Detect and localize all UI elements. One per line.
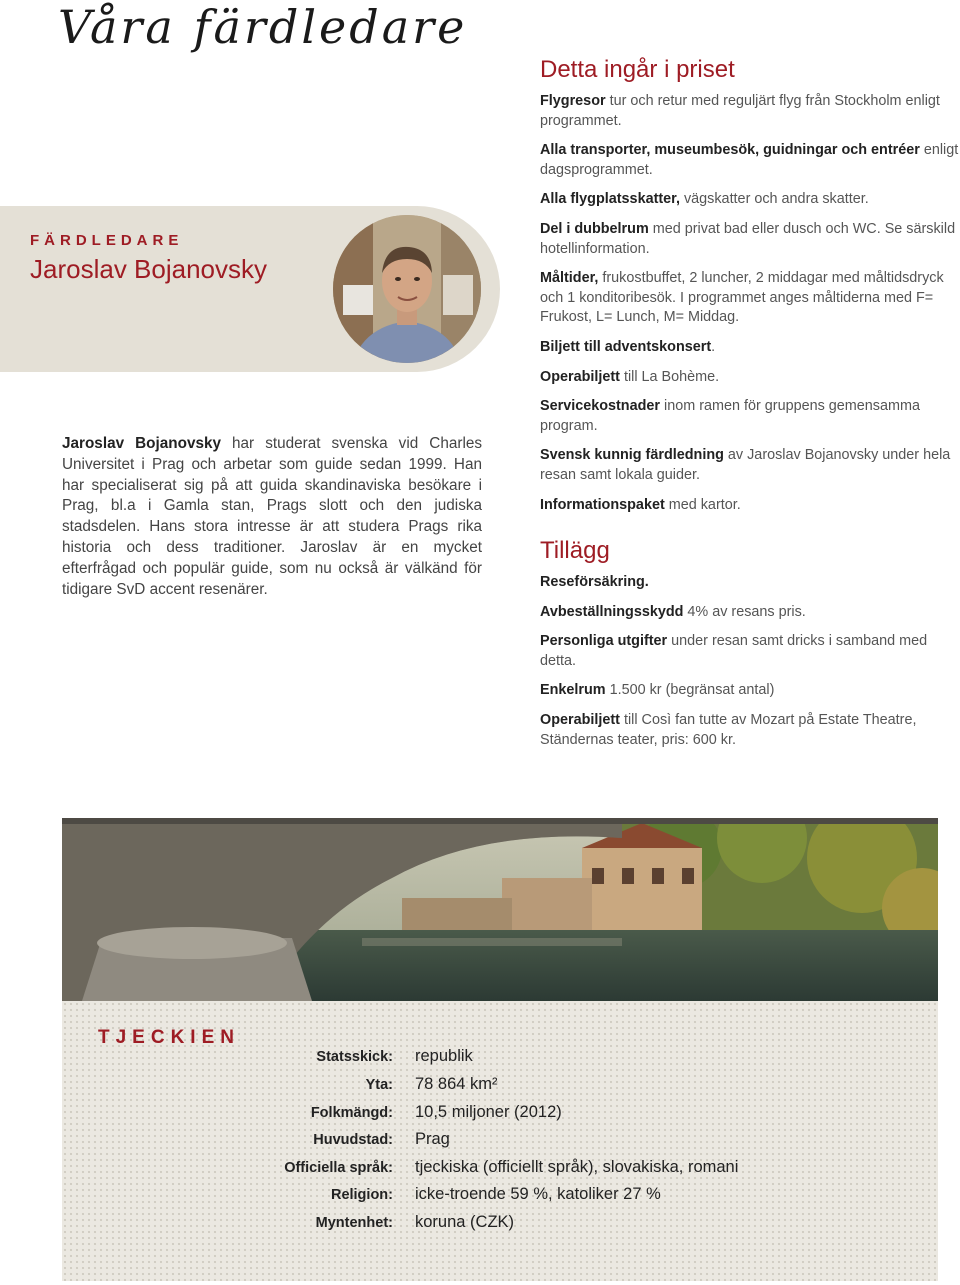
fact-label: Statsskick: — [316, 1049, 393, 1065]
item-text: till La Bohème. — [619, 368, 720, 385]
item-text: inom ramen för gruppens gemensamma program. — [540, 398, 920, 434]
fact-label: Folkmängd: — [310, 1105, 393, 1121]
fact-value: 10,5 miljoner (2012) — [415, 1103, 562, 1121]
fact-value: tjeckiska (officiellt språk), slovakiska, romani — [415, 1158, 739, 1176]
item-label: Servicekostnader — [540, 398, 660, 415]
item-label: Biljett till adventskonsert — [540, 338, 712, 355]
item-label: Avbeställningsskydd — [540, 603, 684, 620]
fact-value: republik — [415, 1047, 473, 1065]
guide-kicker: FÄRDLEDARE — [30, 232, 184, 249]
item-text: av Jaroslav Bojanovsky under hela resan samt lokala guider. — [540, 447, 951, 483]
guide-bio — [62, 434, 482, 600]
item-text: med kartor. — [664, 496, 741, 513]
item-text: enligt dagsprogrammet. — [540, 142, 959, 178]
fact-row-population — [62, 1105, 938, 1131]
item-text: med privat bad eller dusch och WC. Se särskild hotellinformation. — [540, 220, 956, 257]
item-text: till Così fan tutte av Mozart på Estate Theatre, Ständernas teater, pris: 600 kr. — [540, 712, 917, 748]
extras-item-insurance — [540, 573, 960, 593]
extras-heading: Tillägg — [540, 537, 610, 565]
item-text: tur och retur med reguljärt flyg från Stockholm enligt programmet. — [540, 93, 940, 129]
guide-portrait — [333, 215, 481, 363]
fact-label: Huvudstad: — [313, 1132, 393, 1148]
item-label: Del i dubbelrum — [540, 220, 649, 237]
fact-label: Yta: — [365, 1077, 393, 1093]
fact-row-government — [62, 1049, 938, 1075]
fact-value: icke-troende 59 %, katoliker 27 % — [415, 1185, 661, 1203]
extras-list — [540, 573, 960, 750]
fact-label: Officiella språk: — [284, 1160, 393, 1176]
fact-value: Prag — [415, 1130, 450, 1148]
included-heading: Detta ingår i priset — [540, 56, 735, 83]
item-label: Alla transporter, museumbesök, guidningar och entréer — [540, 142, 920, 159]
extras-item-cancellation — [540, 603, 960, 623]
item-label: Operabiljett — [540, 368, 620, 385]
item-label: Personliga utgifter — [540, 633, 668, 650]
country-title: TJECKIEN — [98, 1027, 240, 1048]
included-item-flights — [540, 92, 960, 131]
included-item-service — [540, 397, 960, 436]
price-info-column — [540, 56, 960, 760]
guide-name: Jaroslav Bojanovsky — [30, 254, 267, 284]
item-label: Reseförsäkring. — [540, 574, 649, 591]
item-text: 4% av resans pris. — [683, 603, 806, 620]
prague-canal-photo — [62, 818, 938, 1001]
item-text: . — [711, 338, 716, 355]
included-list — [540, 92, 960, 515]
item-label: Enkelrum — [540, 682, 606, 699]
extras-item-personal — [540, 632, 960, 671]
extras-item-single-room — [540, 681, 960, 701]
bio-text: har studerat svenska vid Charles Universitet i Prag och arbetar som guide sedan 1999. Han har specialiserat sig på att guida skandinaviska besökare i Prag, bl.a i Gamla stan, Prags slott och den judiska stadsdelen. Hans stora intresse är att studera Prags rika historia och dess traditioner. Jaroslav är en mycket efterfrågad och populär guide, som nu också är välkänd för tidigare SvD accent resenärer. — [62, 435, 482, 598]
extras-item-opera — [540, 711, 960, 750]
fact-label: Religion: — [330, 1187, 393, 1203]
included-item-room — [540, 220, 960, 259]
fact-value: koruna (CZK) — [415, 1213, 515, 1231]
item-label: Måltider, — [540, 270, 599, 287]
fact-label: Myntenhet: — [315, 1215, 393, 1231]
item-text: 1.500 kr (begränsat antal) — [605, 682, 775, 699]
item-label: Operabiljett — [540, 712, 620, 729]
fact-row-languages — [62, 1160, 938, 1186]
item-text: vägskatter och andra skatter. — [679, 191, 869, 208]
item-label: Informationspaket — [540, 496, 665, 513]
item-text: frukostbuffet, 2 luncher, 2 middagar med måltidsdryck och 1 konditoribesök. I programmet anges måltiderna med F= Frukost, L= Lunch, M= Middag. — [540, 270, 944, 326]
item-label: Alla flygplatsskatter, — [540, 191, 680, 208]
included-item-concert — [540, 338, 960, 358]
fact-row-capital — [62, 1132, 938, 1158]
fact-row-currency — [62, 1215, 938, 1241]
fact-value: 78 864 km² — [415, 1075, 498, 1093]
item-label: Svensk kunnig färdledning — [540, 447, 724, 464]
included-item-info — [540, 496, 960, 516]
item-label: Flygresor — [540, 93, 606, 109]
included-item-taxes — [540, 190, 960, 210]
included-item-transport — [540, 141, 960, 180]
page-title: Våra färdledare — [58, 0, 468, 54]
item-text: under resan samt dricks i samband med detta. — [540, 633, 928, 669]
fact-row-religion — [62, 1187, 938, 1213]
bio-name: Jaroslav Bojanovsky — [62, 435, 221, 452]
fact-row-area — [62, 1077, 938, 1103]
included-item-meals — [540, 269, 960, 328]
included-item-opera — [540, 368, 960, 388]
included-item-guide — [540, 446, 960, 485]
